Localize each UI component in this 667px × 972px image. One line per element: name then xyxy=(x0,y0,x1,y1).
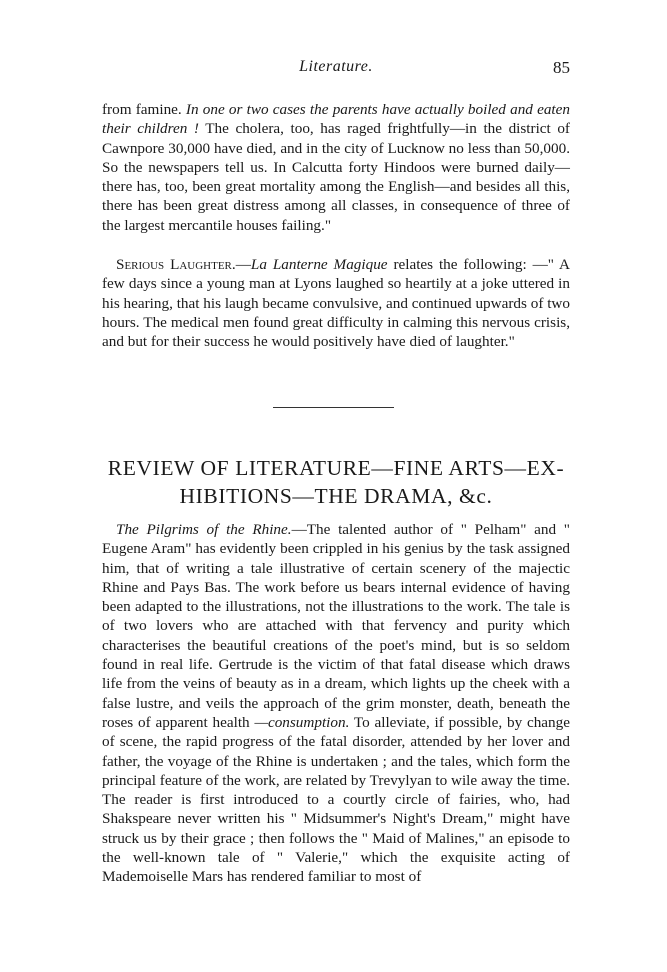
page-number: 85 xyxy=(553,58,570,77)
review-text-1: —The talented author of " Pelham" and " Eugene Aram" has evidently been crippled in his genius by the task assigned him, that of writing a tale illustrative of certain scenery of the majectic Rhine and Pays Bas. The work before us bears internal evidence of having been adapted to the illustrations, not the illustrations to the work. The tale is of two lovers who are attached with that fervency and purity which characterises the beautiful creations of the poet's mind, but is so seldom found in real life. Gertrude is the victim of that fatal disease which draws life from the veins of beauty as in a dream, which lights up the cheek with a false lustre, and veils the approach of the grim monster, death, beneath the roses of apparent health xyxy=(102,521,570,731)
section-heading-line-1: REVIEW OF LITERATURE—FINE ARTS—EX- xyxy=(107,456,565,480)
review-text-2: To alleviate, if possible, by change of scene, the rapid progress of the fatal disorder, attended by her lover and father, the voyage of the Rhine is undertaken ; and the tales, which form the principal feature of the work, are related by Trevylyan to wile away the time. The reader is first introduced to a courtly circle of fairies, who, had Shakspeare never written his " Midsummer's Night's Dream," might have struck us by their grace ; then follows the " Maid of Malines," an episode to the well-known tale of " Valerie," which the exquisite acting of Mademoiselle Mars has rendered familiar to most of xyxy=(102,713,570,886)
intro-paragraph xyxy=(102,100,570,235)
journal-name: La Lanterne Magique xyxy=(250,256,388,273)
intro-italic-text: In one or two cases the parents have actually boiled and eaten their children ! xyxy=(102,101,570,138)
intro-text-2: The cholera, too, has raged frightfully—in the district of Cawnpore 30,000 have died, and in the city of Lucknow no less than 50,000. So the newspapers tell us. In Calcutta forty Hindoos were burned daily—there has, too, been great mortality among the English—and besides all this, there has been great distress among all classes, in consequence of three of the largest mercantile houses failing." xyxy=(102,120,570,234)
review-paragraph xyxy=(102,520,570,887)
serious-laughter-dash: — xyxy=(235,256,251,273)
intro-paragraph-block xyxy=(102,100,570,235)
section-heading xyxy=(88,454,584,510)
review-italic-text: —consumption. xyxy=(254,713,350,731)
serious-laughter-block xyxy=(102,255,570,351)
section-divider xyxy=(273,407,394,408)
intro-text-1: from famine. xyxy=(102,101,186,118)
serious-laughter-text: relates the following: —" A few days since a young man at Lyons laughed so heartily at a joke uttered in his hearing, that his laugh became convulsive, and continued upwards of two hours. The medical men found great difficulty in calming this nervous crisis, and but for their success he would positively have died of laughter." xyxy=(102,256,570,351)
review-block xyxy=(102,520,570,887)
serious-laughter-heading: Serious Laughter. xyxy=(116,256,236,273)
running-head xyxy=(102,58,570,84)
review-book-title: The Pilgrims of the Rhine. xyxy=(116,521,292,538)
section-heading-line-2: HIBITIONS—THE DRAMA, &c. xyxy=(179,484,493,508)
serious-laughter-paragraph xyxy=(102,255,570,351)
running-title: Literature. xyxy=(299,58,373,75)
